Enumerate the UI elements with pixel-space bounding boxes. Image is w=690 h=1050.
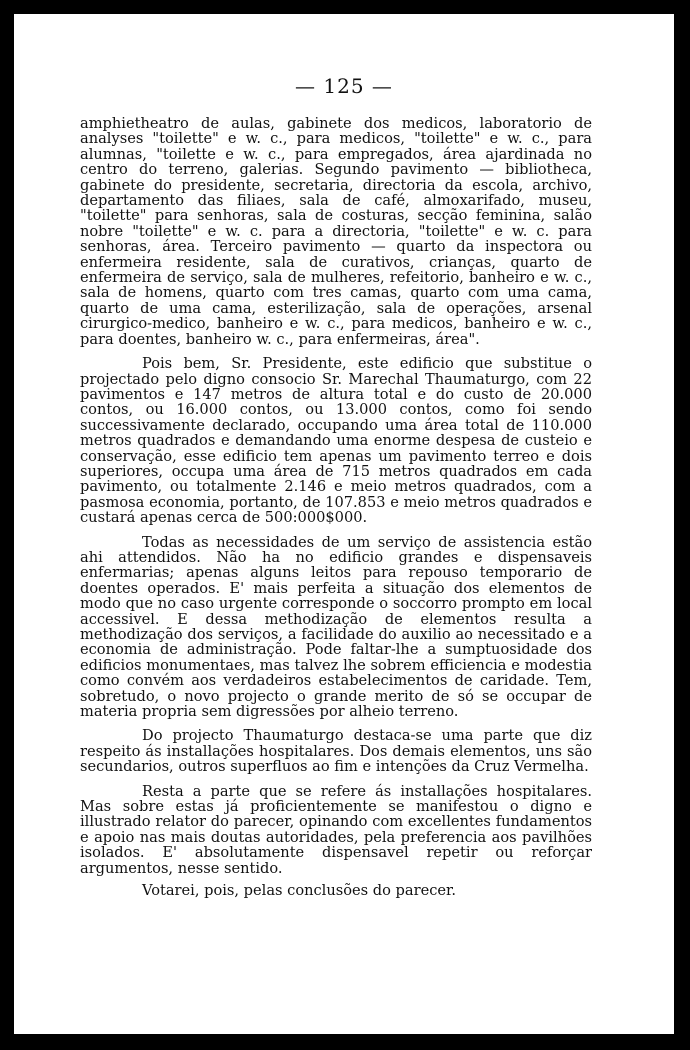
paragraph-president-address: Pois bem, Sr. Presidente, este edificio que substitue o projectado pelo digno consocio Sr. Marechal Thaumaturgo, com 22 pavimentos e 147 metros de altura total e do custo de 20.000 contos, ou 16.000 contos, ou 13.000 contos, como foi sendo successivamente declarado, occupando uma área total de 110.000 metros quadrados e demandando uma enorme despesa de custeio e conservação, esse edificio tem apenas um pavimento terreo e dois superiores, occupa uma área de 715 metros quadrados em cada pavimento, ou totalmente 2.146 e meio metros quadrados, com a pasmosa economia, portanto, de 107.853 e meio metros quadrados e custará apenas cerca de 500:000$000.: [80, 355, 592, 527]
paragraph-assistance-needs: Todas as necessidades de um serviço de assistencia estão ahi attendidos. Não ha no edificio grandes e dispensaveis enfermarias; apenas alguns leitos para repouso temporario de doentes operados. E' mais perfeita a situação dos elementos de modo que no caso urgente corresponde o soccorro prompto em local accessivel. E dessa methodização de elementos resulta a methodização dos serviços, a facilidade do auxilio ao necessitado e a economia de administração. Pode faltar-lhe a sumptuosidade dos edificios monumentaes, mas talvez lhe sobrem efficiencia e modestia como convém aos verdadeiros estabelecimentos de caridade. Tem, sobretudo, o novo projecto o grande merito de só se occupar de materia propria sem digressões por alheio terreno.: [80, 533, 592, 721]
paragraph-thaumaturgo-project: Do projecto Thaumaturgo destaca-se uma parte que diz respeito ás installações hospitalares. Dos demais elementos, uns são secundarios, outros superfluos ao fim e intenções da Cruz Vermelha.: [80, 727, 592, 776]
document-page: [14, 14, 674, 1034]
paragraph-building-description: amphietheatro de aulas, gabinete dos medicos, laboratorio de analyses "toilette" e w. c., para medicos, "toilette" e w. c., para alumnas, "toilette e w. c., para empregados, área ajardinada no centro do terreno, galerias. Segundo pavimento — bibliotheca, gabinete do presidente, secretaria, directoria da escola, archivo, departamento das filiaes, sala de café, almoxarifado, museu, "toilette" para senhoras, sala de costuras, secção feminina, salão nobre "toilette" e w. c. para a directoria, "toilette" e w. c. para senhoras, área. Terceiro pavimento — quarto da inspectora ou enfermeira residente, sala de curativos, crianças, quarto de enfermeira de serviço, sala de mulheres, refeitorio, banheiro e w. c., sala de homens, quarto com tres camas, quarto com uma cama, quarto de uma cama, esterilização, sala de operações, arsenal cirurgico-medico, banheiro e w. c., para medicos, banheiro e w. c., para doentes, banheiro w. c., para enfermeiras, área".: [80, 115, 592, 348]
paragraph-vote: Votarei, pois, pelas conclusões do parecer.: [142, 882, 457, 900]
paragraph-hospital-installations: Resta a parte que se refere ás installações hospitalares. Mas sobre estas já proficientemente se manifestou o digno e illustrado relator do parecer, opinando com excellentes fundamentos e apoio nas mais doutas autoridades, pela preferencia aos pavilhões isolados. E' absolutamente dispensavel repetir ou reforçar argumentos, nesse sentido.: [80, 782, 592, 877]
body-text: [80, 116, 592, 899]
page-number: — 125 —: [295, 74, 393, 98]
